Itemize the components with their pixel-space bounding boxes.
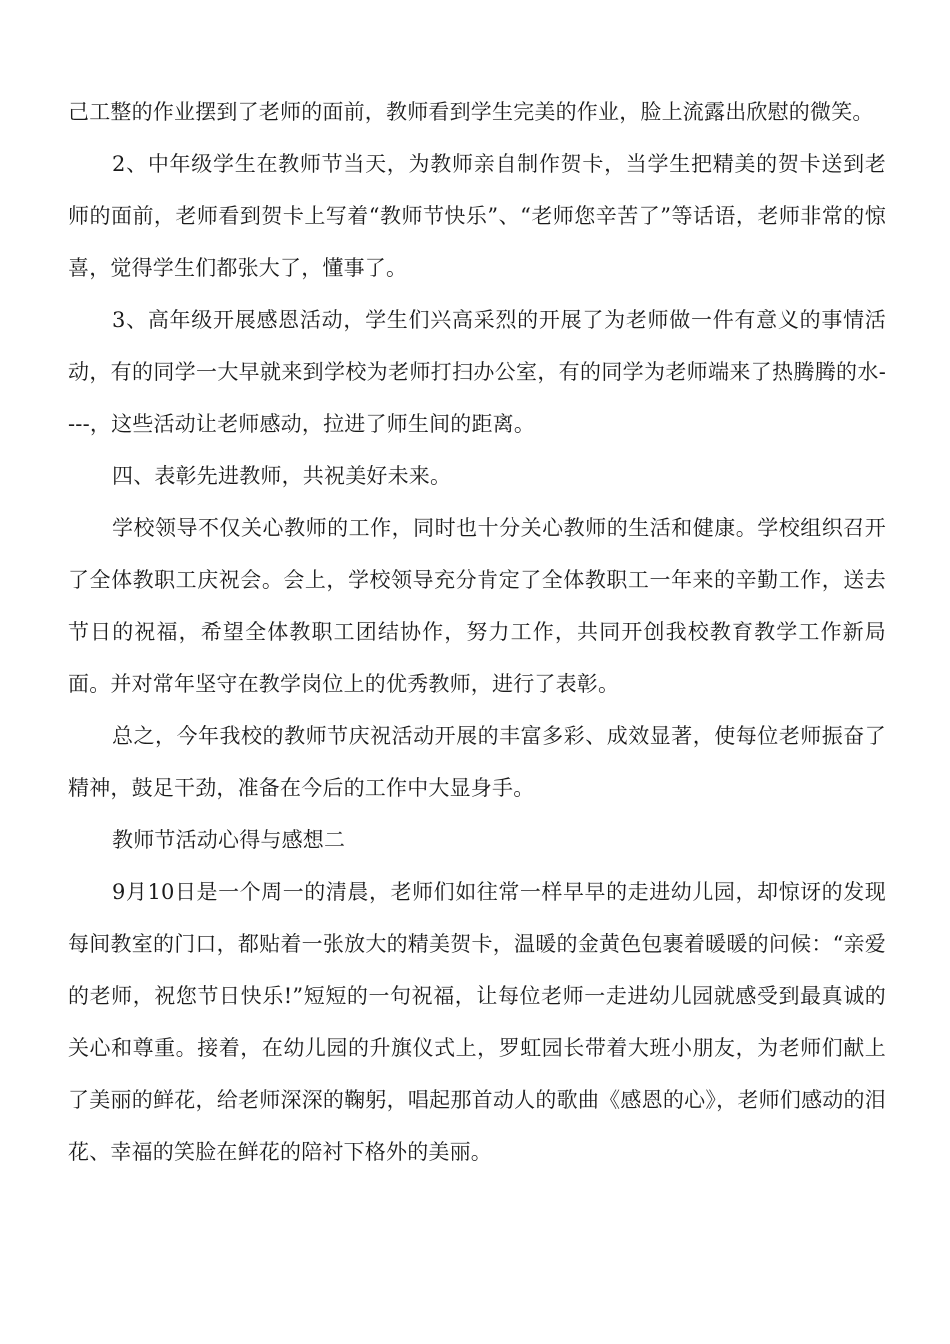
paragraph-leadership: 学校领导不仅关心教师的工作，同时也十分关心教师的生活和健康。学校组织召开了全体教职工庆祝会。会上，学校领导充分肯定了全体教职工一年来的辛勤工作，送去节日的祝福，希望全体教职工团结协作，努力工作，共同开创我校教育教学工作新局面。并对常年坚守在教学岗位上的优秀教师，进行了表彰。	[68, 516, 886, 696]
section-heading-four: 四、表彰先进教师，共祝美好未来。	[112, 464, 452, 488]
document-body	[68, 86, 886, 1178]
paragraph-item-2: 2、中年级学生在教师节当天，为教师亲自制作贺卡，当学生把精美的贺卡送到老师的面前，老师看到贺卡上写着“教师节快乐”、“老师您辛苦了”等话语，老师非常的惊喜，觉得学生们都张大了，懂事了。	[68, 152, 886, 280]
paragraph-item-3: 3、高年级开展感恩活动，学生们兴高采烈的开展了为老师做一件有意义的事情活动，有的同学一大早就来到学校为老师打扫办公室，有的同学为老师端来了热腾腾的水----，这些活动让老师感动，拉进了师生间的距离。	[68, 308, 886, 436]
paragraph-september: 9月10日是一个周一的清晨，老师们如往常一样早早的走进幼儿园，却惊讶的发现每间教室的门口，都贴着一张放大的精美贺卡，温暖的金黄色包裹着暖暖的问候：“亲爱的老师，祝您节日快乐!”短短的一句祝福，让每位老师一走进幼儿园就感受到最真诚的关心和尊重。接着，在幼儿园的升旗仪式上，罗虹园长带着大班小朋友，为老师们献上了美丽的鲜花，给老师深深的鞠躬，唱起那首动人的歌曲《感恩的心》，老师们感动的泪花、幸福的笑脸在鲜花的陪衬下格外的美丽。	[68, 880, 886, 1164]
paragraph-continuation: 己工整的作业摆到了老师的面前，教师看到学生完美的作业，脸上流露出欣慰的微笑。	[68, 100, 874, 124]
article-title-two: 教师节活动心得与感想二	[112, 828, 346, 852]
paragraph-summary: 总之，今年我校的教师节庆祝活动开展的丰富多彩、成效显著，使每位老师振奋了精神，鼓足干劲，准备在今后的工作中大显身手。	[68, 724, 886, 800]
